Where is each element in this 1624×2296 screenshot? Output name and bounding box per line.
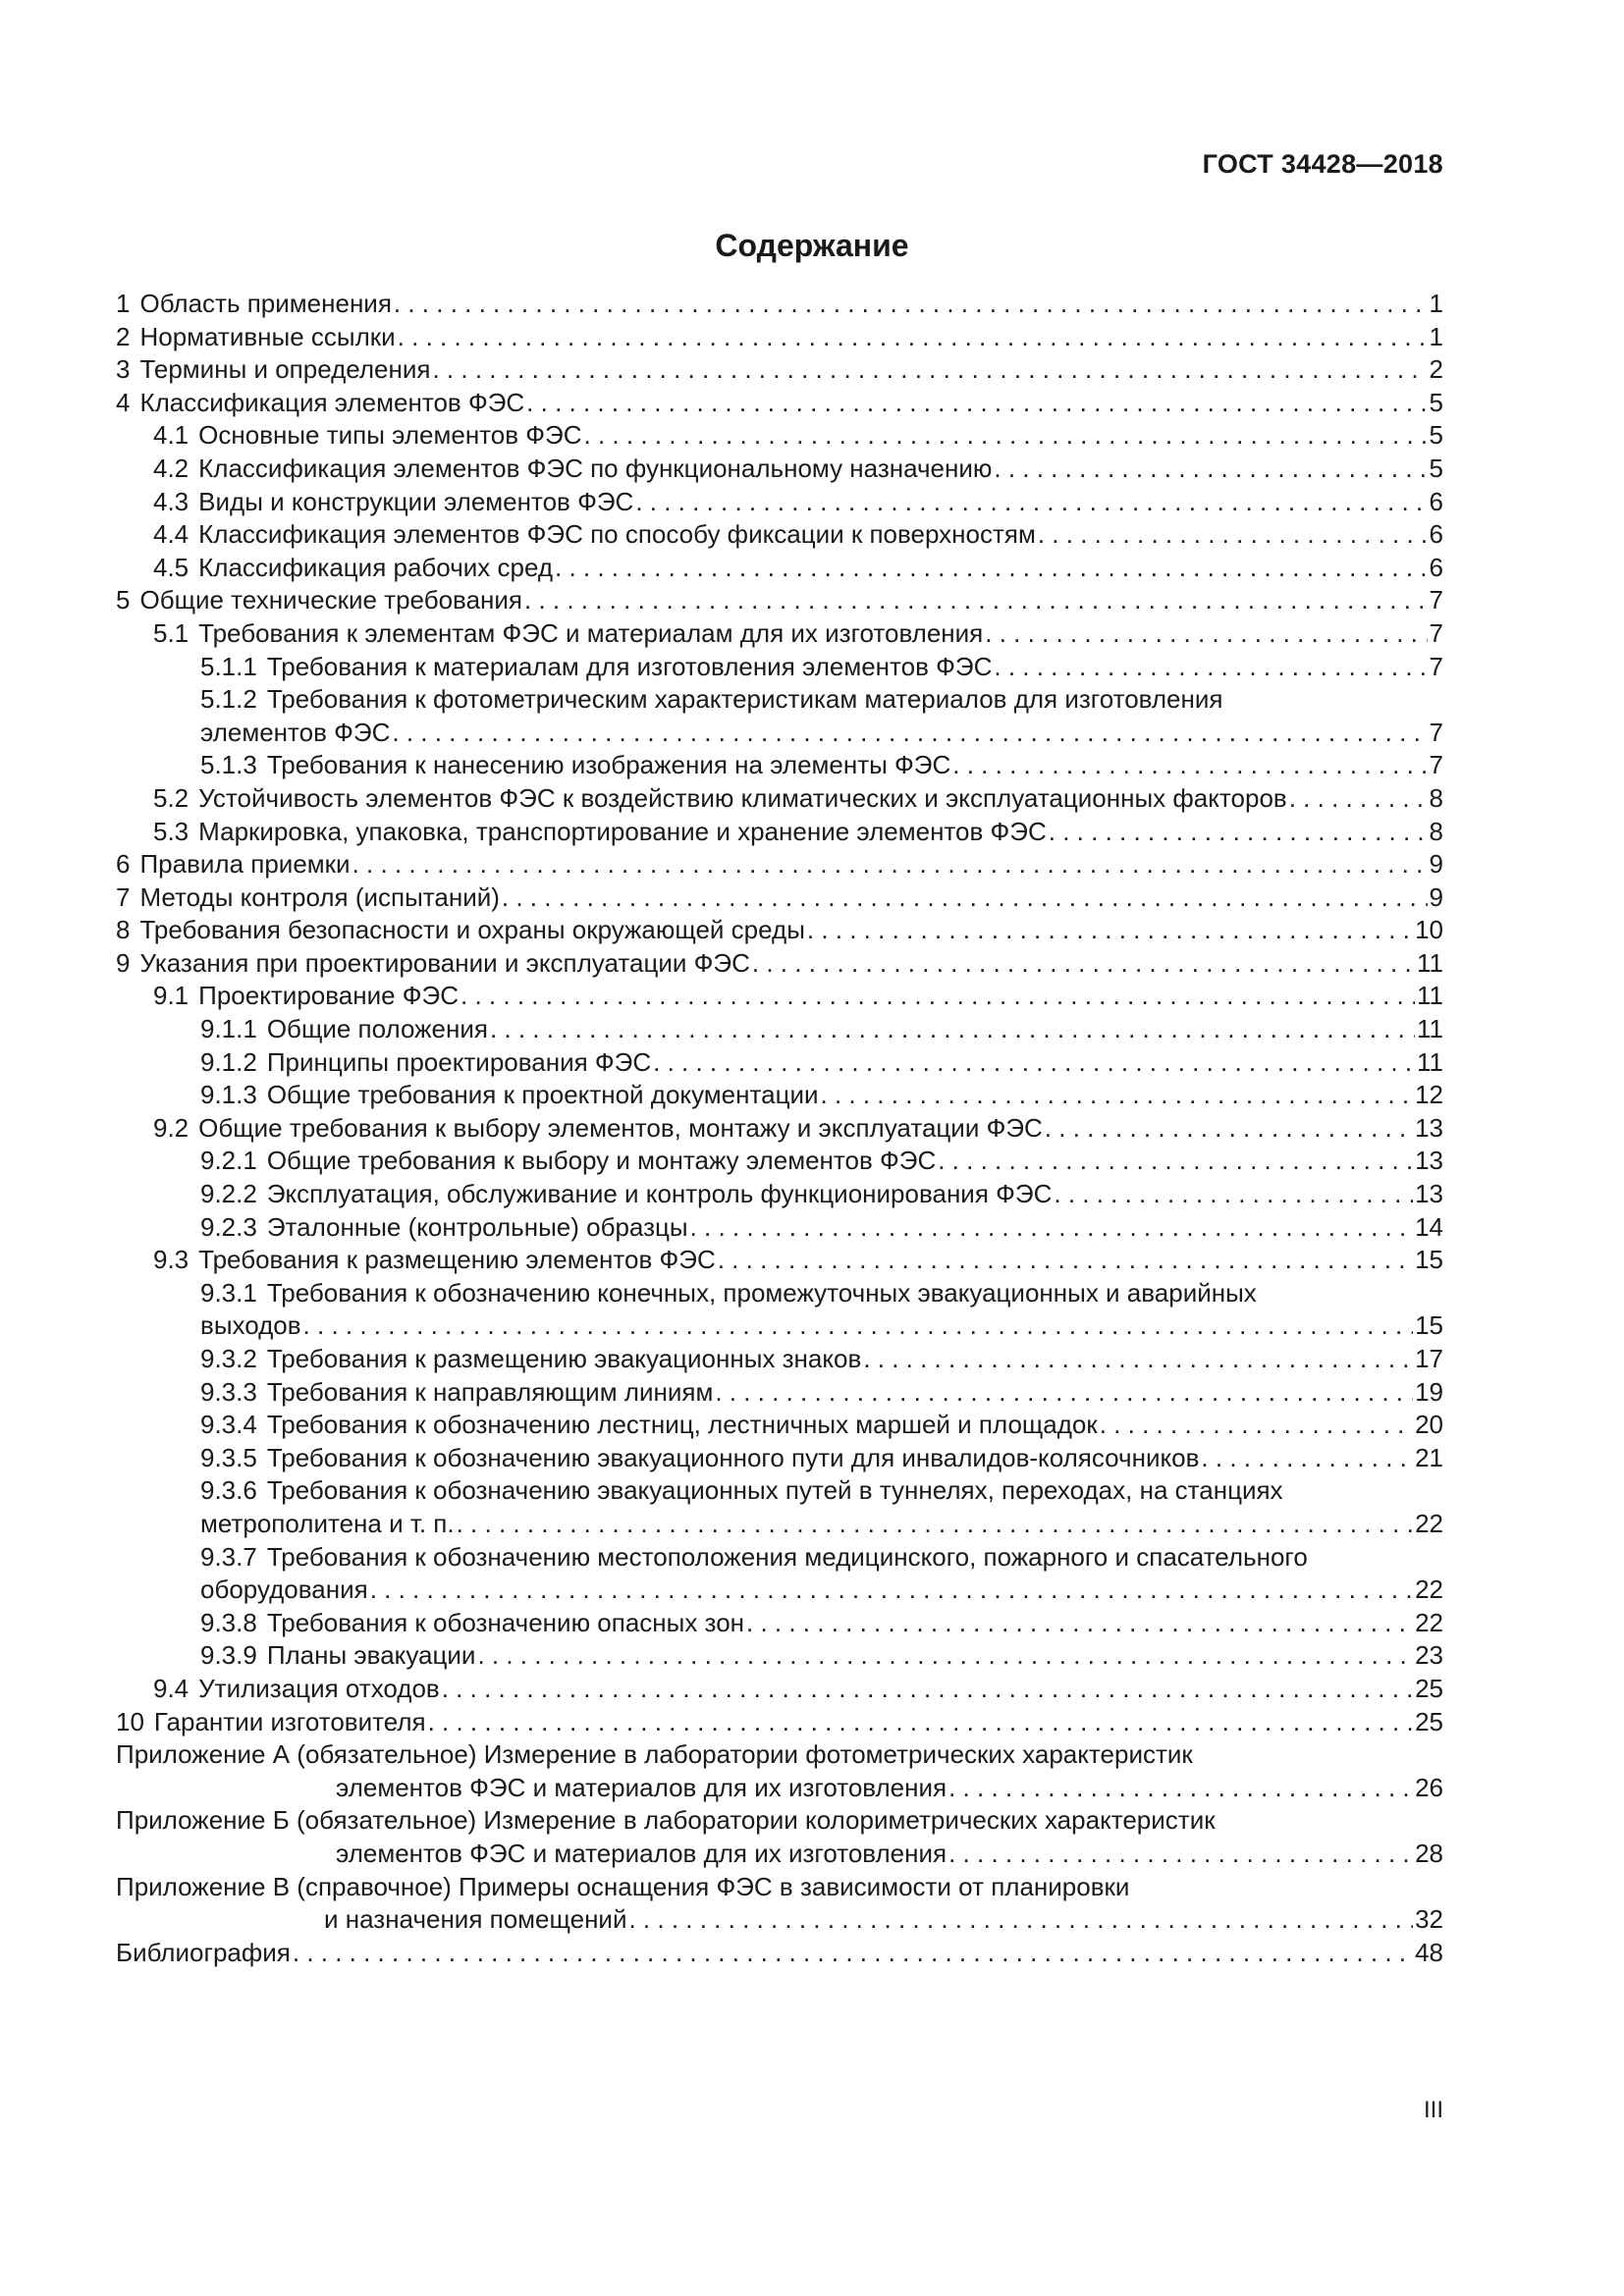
dot-leader [690, 1211, 1413, 1245]
dot-leader [938, 1145, 1413, 1178]
toc-entry-number: 9.3.1 [200, 1277, 257, 1308]
toc-entry-title: Общие требования к выбору элементов, монтажу и эксплуатации ФЭС [198, 1112, 1043, 1143]
dot-leader [1289, 782, 1428, 816]
toc-entry-page: 19 [1415, 1376, 1443, 1407]
toc-entry [116, 453, 1443, 486]
dot-leader [303, 1309, 1414, 1343]
dot-leader [1045, 1112, 1413, 1146]
toc-entry [116, 1772, 1443, 1805]
toc-entry-title: выходов [200, 1310, 301, 1341]
dot-leader [524, 584, 1428, 617]
document-header: ГОСТ 34428—2018 [1202, 149, 1443, 179]
toc-entry-number: 5.1 [153, 617, 189, 648]
toc-entry-page: 7 [1429, 717, 1443, 747]
toc-entry-page: 28 [1415, 1838, 1443, 1868]
toc-entry-title: Требования к направляющим линиям [266, 1376, 714, 1407]
toc-entry [116, 419, 1443, 453]
toc-entry-title: Требования к обозначению опасных зон [266, 1607, 745, 1637]
dot-leader [752, 947, 1415, 981]
dot-leader [490, 1013, 1415, 1046]
dot-leader [948, 1772, 1413, 1805]
dot-leader [457, 1508, 1413, 1541]
toc-entry-page: 22 [1415, 1607, 1443, 1637]
page-title: Содержание [715, 228, 909, 263]
toc-entry [116, 353, 1443, 387]
toc-entry-number: 9.3.2 [200, 1344, 257, 1373]
page-number: III [1423, 2097, 1443, 2123]
toc-entry-page: 17 [1415, 1344, 1443, 1373]
toc-entry-number: 9.1.1 [200, 1014, 257, 1044]
toc-entry-page: 13 [1415, 1146, 1443, 1176]
toc-entry-number: 4 [116, 387, 131, 417]
toc-entry-title: Общие положения [266, 1014, 488, 1044]
toc-entry-title: Требования безопасности и охраны окружающей среды [139, 915, 805, 945]
dot-leader [352, 848, 1428, 881]
toc-entry-page: 5 [1429, 453, 1443, 483]
table-of-contents [116, 288, 1443, 1969]
toc-entry-title: Маркировка, упаковка, транспортирование и хранение элементов ФЭС [198, 816, 1047, 846]
dot-leader [1038, 518, 1428, 552]
toc-entry-title: Планы эвакуации [266, 1640, 476, 1671]
toc-entry-title: Требования к размещению эвакуационных знаков [266, 1344, 862, 1373]
toc-entry-number: 9.3.8 [200, 1607, 257, 1637]
toc-entry-title: Эталонные (контрольные) образцы [266, 1211, 688, 1242]
toc-entry-title: Требования к размещению элементов ФЭС [198, 1245, 716, 1275]
dot-leader [442, 1673, 1413, 1706]
toc-entry [116, 1376, 1443, 1410]
toc-entry-page: 1 [1429, 289, 1443, 318]
toc-entry-page: 25 [1415, 1673, 1443, 1703]
toc-entry-title: Требования к обозначению эвакуационного пути для инвалидов-колясочников [266, 1442, 1200, 1472]
toc-entry-title: и назначения помещений [324, 1904, 627, 1935]
toc-entry-number: 9.2.2 [200, 1179, 257, 1209]
dot-leader [994, 453, 1427, 486]
toc-entry-title: Правила приемки [139, 849, 351, 880]
dot-leader [994, 651, 1427, 684]
toc-entry [116, 387, 1443, 420]
toc-entry-title: Требования к нанесению изображения на элементы ФЭС [266, 750, 951, 780]
toc-entry-page: 10 [1415, 915, 1443, 945]
dot-leader [948, 1838, 1413, 1871]
toc-entry-number: 5.1.2 [200, 684, 257, 715]
toc-entry-page: 11 [1417, 947, 1443, 978]
dot-leader [952, 749, 1427, 782]
toc-entry-number: 9.1.3 [200, 1080, 257, 1110]
toc-entry-page: 6 [1429, 519, 1443, 550]
toc-entry-title: Устойчивость элементов ФЭС к воздействию климатических и эксплуатационных факторов [198, 782, 1287, 813]
dot-leader [477, 1639, 1413, 1673]
dot-leader [555, 552, 1428, 585]
toc-entry-title: Требования к материалам для изготовления элементов ФЭС [266, 651, 993, 681]
toc-entry-number: 5.1.1 [200, 651, 257, 681]
toc-entry [116, 1178, 1443, 1211]
toc-entry [116, 1607, 1443, 1640]
toc-entry [116, 914, 1443, 947]
toc-entry-title: Виды и конструкции элементов ФЭС [198, 486, 634, 516]
toc-entry-page: 13 [1415, 1179, 1443, 1209]
toc-entry-number: 9.2.3 [200, 1211, 257, 1242]
dot-leader [526, 387, 1427, 420]
toc-entry-number: 3 [116, 354, 131, 385]
toc-entry-number: 9.3 [153, 1245, 189, 1275]
dot-leader [1100, 1409, 1413, 1442]
toc-entry-title: Библиография [116, 1937, 291, 1967]
toc-entry [116, 1145, 1443, 1178]
toc-entry-title: Приложение В (справочное) Примеры оснащения ФЭС в зависимости от планировки [116, 1871, 1130, 1901]
toc-entry [116, 1706, 1443, 1739]
toc-entry [116, 1244, 1443, 1277]
toc-entry-title: Общие требования к выбору и монтажу элементов ФЭС [266, 1146, 937, 1176]
toc-entry [116, 651, 1443, 684]
toc-entry-page: 22 [1415, 1575, 1443, 1605]
toc-entry-number: 5.2 [153, 782, 189, 813]
toc-entry [116, 1639, 1443, 1673]
toc-entry-number: 10 [116, 1706, 144, 1736]
toc-entry [116, 1343, 1443, 1376]
dot-leader [863, 1343, 1413, 1376]
toc-entry-number: 7 [116, 881, 131, 912]
toc-entry-page: 21 [1415, 1442, 1443, 1472]
toc-entry-number: 4.4 [153, 519, 189, 550]
toc-entry-page: 6 [1429, 552, 1443, 582]
toc-entry-page: 12 [1415, 1080, 1443, 1110]
toc-entry-number: 2 [116, 321, 131, 351]
toc-entry [116, 1409, 1443, 1442]
toc-entry-title: Основные типы элементов ФЭС [198, 420, 582, 451]
toc-entry-title: Утилизация отходов [198, 1673, 440, 1703]
toc-entry-page: 1 [1429, 321, 1443, 351]
dot-leader [584, 419, 1428, 453]
toc-entry [116, 1937, 1443, 1970]
toc-entry [116, 1309, 1443, 1343]
toc-entry [116, 1541, 1443, 1575]
toc-entry [116, 1013, 1443, 1046]
toc-entry-page: 7 [1429, 750, 1443, 780]
toc-entry-page: 11 [1417, 1046, 1443, 1077]
toc-entry [116, 683, 1443, 717]
toc-entry-page: 15 [1415, 1245, 1443, 1275]
toc-entry [116, 816, 1443, 849]
toc-entry-page: 23 [1415, 1640, 1443, 1671]
toc-entry-title: Требования к элементам ФЭС и материалам для их изготовления [198, 617, 984, 648]
dot-leader [460, 980, 1415, 1013]
toc-entry-title: Классификация элементов ФЭС по способу фиксации к поверхностям [198, 519, 1036, 550]
toc-entry [116, 1574, 1443, 1607]
dot-leader [432, 353, 1427, 387]
dot-leader [807, 914, 1413, 947]
toc-entry-number: 9.1 [153, 981, 189, 1011]
toc-entry [116, 1277, 1443, 1310]
toc-entry-page: 15 [1415, 1310, 1443, 1341]
toc-entry-number: 9.3.4 [200, 1410, 257, 1440]
toc-entry-number: 1 [116, 289, 131, 318]
toc-entry [116, 749, 1443, 782]
toc-entry [116, 782, 1443, 816]
toc-entry-title: Приложение А (обязательное) Измерение в лаборатории фотометрических характеристик [116, 1739, 1193, 1770]
toc-entry-title: Термины и определения [139, 354, 431, 385]
toc-entry [116, 1211, 1443, 1245]
toc-entry-page: 7 [1429, 585, 1443, 615]
toc-entry [116, 1738, 1443, 1772]
toc-entry [116, 584, 1443, 617]
toc-entry-page: 22 [1415, 1508, 1443, 1538]
toc-entry-page: 11 [1417, 1014, 1443, 1044]
toc-entry [116, 1871, 1443, 1904]
dot-leader [635, 486, 1427, 519]
toc-entry-number: 4.3 [153, 486, 189, 516]
toc-entry [116, 717, 1443, 750]
toc-entry-number: 6 [116, 849, 131, 880]
toc-entry [116, 848, 1443, 881]
toc-entry-title: Требования к обозначению конечных, промежуточных эвакуационных и аварийных [266, 1277, 1257, 1308]
dot-leader [985, 617, 1427, 651]
toc-entry-page: 14 [1415, 1211, 1443, 1242]
toc-entry-title: Принципы проектирования ФЭС [266, 1046, 652, 1077]
dot-leader [370, 1574, 1413, 1607]
toc-entry-page: 7 [1429, 617, 1443, 648]
toc-entry-title: Эксплуатация, обслуживание и контроль функционирования ФЭС [266, 1179, 1053, 1209]
toc-entry-number: 4.2 [153, 453, 189, 483]
dot-leader [718, 1244, 1413, 1277]
toc-entry-page: 9 [1429, 849, 1443, 880]
toc-entry-number: 4.5 [153, 552, 189, 582]
dot-leader [1054, 1178, 1413, 1211]
dot-leader [394, 288, 1428, 321]
toc-entry-title: Гарантии изготовителя [153, 1706, 426, 1736]
toc-entry-page: 20 [1415, 1410, 1443, 1440]
toc-entry-title: Методы контроля (испытаний) [139, 881, 500, 912]
dot-leader [1201, 1442, 1413, 1475]
toc-entry-number: 9.2 [153, 1112, 189, 1143]
dot-leader [653, 1046, 1415, 1080]
dot-leader [502, 881, 1428, 915]
toc-entry [116, 1079, 1443, 1112]
dot-leader [746, 1607, 1413, 1640]
toc-entry [116, 288, 1443, 321]
toc-entry-number: 9.4 [153, 1673, 189, 1703]
toc-entry-title: Требования к обозначению лестниц, лестничных маршей и площадок [266, 1410, 1098, 1440]
toc-entry-title: Область применения [139, 289, 392, 318]
toc-entry-number: 9.3.3 [200, 1376, 257, 1407]
toc-entry-title: Требования к фотометрическим характеристикам материалов для изготовления [266, 684, 1223, 715]
toc-entry-number: 9.3.5 [200, 1442, 257, 1472]
toc-entry-title: Классификация элементов ФЭС по функциональному назначению [198, 453, 993, 483]
toc-entry-page: 2 [1429, 354, 1443, 385]
toc-entry-title: Требования к обозначению местоположения медицинского, пожарного и спасательного [266, 1541, 1308, 1572]
toc-entry-page: 8 [1429, 782, 1443, 813]
toc-entry-title: Проектирование ФЭС [198, 981, 460, 1011]
toc-entry [116, 881, 1443, 915]
toc-entry [116, 552, 1443, 585]
toc-entry-page: 6 [1429, 486, 1443, 516]
toc-entry-page: 48 [1415, 1937, 1443, 1967]
toc-entry [116, 1838, 1443, 1871]
toc-entry [116, 1804, 1443, 1838]
toc-entry-page: 13 [1415, 1112, 1443, 1143]
toc-entry-number: 9.2.1 [200, 1146, 257, 1176]
toc-entry-title: Нормативные ссылки [139, 321, 396, 351]
toc-entry-page: 25 [1415, 1706, 1443, 1736]
toc-entry-title: Общие требования к проектной документации [266, 1080, 819, 1110]
dot-leader [715, 1376, 1413, 1410]
toc-entry-title: оборудования [200, 1575, 368, 1605]
toc-entry-title: метрополитена и т. п. [200, 1508, 455, 1538]
toc-entry-title: элементов ФЭС и материалов для их изготовления [336, 1772, 947, 1802]
toc-entry-title: Требования к обозначению эвакуационных путей в туннелях, переходах, на станциях [266, 1475, 1283, 1506]
toc-entry-page: 5 [1429, 387, 1443, 417]
toc-entry-title: элементов ФЭС и материалов для их изготовления [336, 1838, 947, 1868]
toc-entry-number: 4.1 [153, 420, 189, 451]
toc-entry-title: Классификация элементов ФЭС [139, 387, 525, 417]
toc-entry [116, 1474, 1443, 1508]
dot-leader [628, 1903, 1413, 1937]
dot-leader [1049, 816, 1428, 849]
toc-entry [116, 1112, 1443, 1146]
toc-entry-page: 26 [1415, 1772, 1443, 1802]
toc-entry-page: 5 [1429, 420, 1443, 451]
toc-entry [116, 1046, 1443, 1080]
toc-entry [116, 486, 1443, 519]
toc-entry-number: 9.3.9 [200, 1640, 257, 1671]
toc-entry [116, 518, 1443, 552]
toc-entry-number: 9.1.2 [200, 1046, 257, 1077]
toc-entry-number: 5.1.3 [200, 750, 257, 780]
toc-entry [116, 947, 1443, 981]
toc-entry [116, 980, 1443, 1013]
toc-entry-title: Общие технические требования [139, 585, 522, 615]
toc-entry-number: 9 [116, 947, 131, 978]
toc-entry-title: Классификация рабочих сред [198, 552, 554, 582]
dot-leader [293, 1937, 1413, 1970]
toc-entry-number: 9.3.6 [200, 1475, 257, 1506]
toc-entry [116, 321, 1443, 354]
toc-entry [116, 1903, 1443, 1937]
dot-leader [392, 717, 1427, 750]
toc-entry [116, 1673, 1443, 1706]
toc-entry-title: элементов ФЭС [200, 717, 391, 747]
toc-entry-page: 11 [1417, 981, 1443, 1011]
toc-entry-page: 32 [1415, 1904, 1443, 1935]
toc-entry-title: Приложение Б (обязательное) Измерение в лаборатории колориметрических характеристик [116, 1805, 1216, 1836]
toc-entry-page: 8 [1429, 816, 1443, 846]
toc-entry-number: 5.3 [153, 816, 189, 846]
toc-entry-number: 5 [116, 585, 131, 615]
toc-entry-page: 9 [1429, 881, 1443, 912]
toc-entry [116, 617, 1443, 651]
toc-entry-number: 9.3.7 [200, 1541, 257, 1572]
toc-entry-page: 7 [1429, 651, 1443, 681]
toc-entry-title: Указания при проектировании и эксплуатации ФЭС [139, 947, 750, 978]
dot-leader [428, 1706, 1414, 1739]
dot-leader [821, 1079, 1414, 1112]
dot-leader [398, 321, 1428, 354]
toc-entry-number: 8 [116, 915, 131, 945]
toc-entry [116, 1508, 1443, 1541]
toc-entry [116, 1442, 1443, 1475]
